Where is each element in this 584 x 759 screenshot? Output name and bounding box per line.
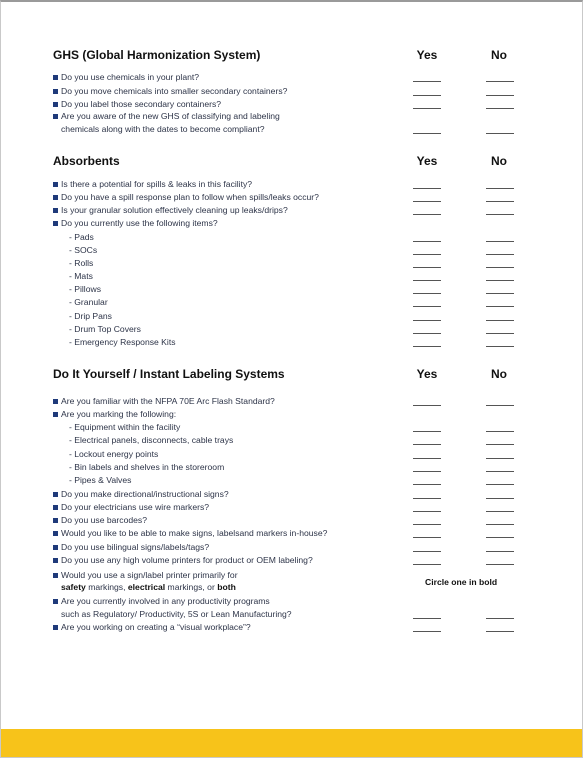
circle-one-note: Circle one in bold bbox=[425, 577, 498, 587]
yes-column-header: Yes bbox=[416, 367, 438, 381]
no-answer-blank[interactable] bbox=[486, 133, 514, 134]
bullet-icon bbox=[53, 531, 58, 536]
no-answer-blank[interactable] bbox=[486, 320, 514, 321]
yes-answer-blank[interactable] bbox=[413, 254, 441, 255]
bullet-icon bbox=[53, 89, 58, 94]
bullet-icon bbox=[53, 599, 58, 604]
no-answer-blank[interactable] bbox=[486, 564, 514, 565]
no-answer-blank[interactable] bbox=[486, 631, 514, 632]
bullet-icon bbox=[53, 399, 58, 404]
no-answer-blank[interactable] bbox=[486, 484, 514, 485]
no-answer-blank[interactable] bbox=[486, 95, 514, 96]
sub-item-text: - Mats bbox=[69, 271, 93, 281]
yes-answer-blank[interactable] bbox=[413, 280, 441, 281]
sub-item-text: - Electrical panels, disconnects, cable trays bbox=[69, 435, 234, 445]
no-answer-blank[interactable] bbox=[486, 254, 514, 255]
no-answer-blank[interactable] bbox=[486, 537, 514, 538]
no-answer-blank[interactable] bbox=[486, 333, 514, 334]
question-text bbox=[61, 582, 236, 592]
no-answer-blank[interactable] bbox=[486, 214, 514, 215]
question-text: Do you use bilingual signs/labels/tags? bbox=[61, 542, 210, 552]
yes-answer-blank[interactable] bbox=[413, 241, 441, 242]
option-connector: markings, or bbox=[165, 582, 218, 592]
question-text: Do you use chemicals in your plant? bbox=[61, 72, 200, 82]
yes-answer-blank[interactable] bbox=[413, 484, 441, 485]
no-answer-blank[interactable] bbox=[486, 431, 514, 432]
bullet-icon bbox=[53, 545, 58, 550]
sub-item-text: - Equipment within the facility bbox=[69, 422, 181, 432]
no-answer-blank[interactable] bbox=[486, 267, 514, 268]
question-text: Do you make directional/instructional signs? bbox=[61, 489, 229, 499]
yes-answer-blank[interactable] bbox=[413, 498, 441, 499]
question-text: Are you working on creating a “visual workplace”? bbox=[61, 622, 251, 632]
section-title: Do It Yourself / Instant Labeling Systems bbox=[53, 367, 285, 381]
question-text: Do your electricians use wire markers? bbox=[61, 502, 210, 512]
sub-item-text: - Pillows bbox=[69, 284, 101, 294]
yes-answer-blank[interactable] bbox=[413, 524, 441, 525]
section-title: GHS (Global Harmonization System) bbox=[53, 48, 261, 62]
no-answer-blank[interactable] bbox=[486, 306, 514, 307]
no-answer-blank[interactable] bbox=[486, 444, 514, 445]
no-answer-blank[interactable] bbox=[486, 618, 514, 619]
yes-answer-blank[interactable] bbox=[413, 95, 441, 96]
yes-column-header: Yes bbox=[416, 48, 438, 62]
bullet-icon bbox=[53, 75, 58, 80]
no-answer-blank[interactable] bbox=[486, 471, 514, 472]
no-column-header: No bbox=[491, 154, 507, 168]
yes-answer-blank[interactable] bbox=[413, 551, 441, 552]
yes-answer-blank[interactable] bbox=[413, 81, 441, 82]
sub-item-text: - Granular bbox=[69, 297, 108, 307]
question-text: Do you currently use the following items? bbox=[61, 218, 218, 228]
yes-answer-blank[interactable] bbox=[413, 444, 441, 445]
no-answer-blank[interactable] bbox=[486, 108, 514, 109]
question-text: Do you have a spill response plan to follow when spills/leaks occur? bbox=[61, 192, 319, 202]
no-column-header: No bbox=[491, 367, 507, 381]
bullet-icon bbox=[53, 625, 58, 630]
no-answer-blank[interactable] bbox=[486, 293, 514, 294]
yes-column-header: Yes bbox=[416, 154, 438, 168]
no-answer-blank[interactable] bbox=[486, 498, 514, 499]
no-answer-blank[interactable] bbox=[486, 551, 514, 552]
bullet-icon bbox=[53, 573, 58, 578]
yes-answer-blank[interactable] bbox=[413, 293, 441, 294]
bullet-icon bbox=[53, 505, 58, 510]
bullet-icon bbox=[53, 412, 58, 417]
sub-item-text: - Rolls bbox=[69, 258, 94, 268]
sub-item-text: - Bin labels and shelves in the storeroom bbox=[69, 462, 225, 472]
bullet-icon bbox=[53, 114, 58, 119]
yes-answer-blank[interactable] bbox=[413, 631, 441, 632]
bullet-icon bbox=[53, 492, 58, 497]
bullet-icon bbox=[53, 102, 58, 107]
no-answer-blank[interactable] bbox=[486, 81, 514, 82]
yes-answer-blank[interactable] bbox=[413, 201, 441, 202]
question-text: Are you aware of the new GHS of classifying and labeling bbox=[61, 111, 280, 121]
yes-answer-blank[interactable] bbox=[413, 511, 441, 512]
question-text: Would you use a sign/label printer primarily for bbox=[61, 570, 238, 580]
question-text: Is your granular solution effectively cleaning up leaks/drips? bbox=[61, 205, 288, 215]
bullet-icon bbox=[53, 518, 58, 523]
no-answer-blank[interactable] bbox=[486, 458, 514, 459]
bullet-icon bbox=[53, 558, 58, 563]
bullet-icon bbox=[53, 208, 58, 213]
question-text: Is there a potential for spills & leaks in this facility? bbox=[61, 179, 253, 189]
sub-item-text: - Drip Pans bbox=[69, 311, 112, 321]
no-answer-blank[interactable] bbox=[486, 524, 514, 525]
section-title: Absorbents bbox=[53, 154, 120, 168]
question-text: Are you currently involved in any productivity programs bbox=[61, 596, 270, 606]
bullet-icon bbox=[53, 195, 58, 200]
yes-answer-blank[interactable] bbox=[413, 537, 441, 538]
question-text: Are you marking the following: bbox=[61, 409, 177, 419]
question-text: Do you use barcodes? bbox=[61, 515, 147, 525]
yes-answer-blank[interactable] bbox=[413, 346, 441, 347]
sub-item-text: - Drum Top Covers bbox=[69, 324, 141, 334]
question-text: Do you label those secondary containers? bbox=[61, 99, 222, 109]
option-connector: markings, bbox=[85, 582, 128, 592]
yes-answer-blank[interactable] bbox=[413, 458, 441, 459]
no-answer-blank[interactable] bbox=[486, 280, 514, 281]
yes-answer-blank[interactable] bbox=[413, 320, 441, 321]
yes-answer-blank[interactable] bbox=[413, 333, 441, 334]
no-answer-blank[interactable] bbox=[486, 241, 514, 242]
emphasized-option[interactable]: both bbox=[217, 582, 236, 592]
yes-answer-blank[interactable] bbox=[413, 188, 441, 189]
no-answer-blank[interactable] bbox=[486, 346, 514, 347]
yes-answer-blank[interactable] bbox=[413, 108, 441, 109]
yes-answer-blank[interactable] bbox=[413, 133, 441, 134]
bullet-icon bbox=[53, 221, 58, 226]
question-text: such as Regulatory/ Productivity, 5S or Lean Manufacturing? bbox=[61, 609, 292, 619]
yes-answer-blank[interactable] bbox=[413, 267, 441, 268]
no-answer-blank[interactable] bbox=[486, 511, 514, 512]
sub-item-text: - Emergency Response Kits bbox=[69, 337, 176, 347]
yes-answer-blank[interactable] bbox=[413, 618, 441, 619]
yes-answer-blank[interactable] bbox=[413, 306, 441, 307]
sub-item-text: - Pipes & Valves bbox=[69, 475, 132, 485]
emphasized-option[interactable]: safety bbox=[61, 582, 86, 592]
footer-band bbox=[1, 729, 582, 757]
yes-answer-blank[interactable] bbox=[413, 214, 441, 215]
yes-answer-blank[interactable] bbox=[413, 431, 441, 432]
no-answer-blank[interactable] bbox=[486, 188, 514, 189]
yes-answer-blank[interactable] bbox=[413, 405, 441, 406]
question-text: Would you like to be able to make signs, labelsand markers in-house? bbox=[61, 528, 328, 538]
emphasized-option[interactable]: electrical bbox=[127, 582, 166, 592]
sub-item-text: - Lockout energy points bbox=[69, 449, 159, 459]
sub-item-text: - Pads bbox=[69, 232, 94, 242]
no-answer-blank[interactable] bbox=[486, 405, 514, 406]
question-text: chemicals along with the dates to become compliant? bbox=[61, 124, 265, 134]
yes-answer-blank[interactable] bbox=[413, 471, 441, 472]
question-text: Do you move chemicals into smaller secondary containers? bbox=[61, 86, 288, 96]
bullet-icon bbox=[53, 182, 58, 187]
sub-item-text: - SOCs bbox=[69, 245, 98, 255]
no-answer-blank[interactable] bbox=[486, 201, 514, 202]
yes-answer-blank[interactable] bbox=[413, 564, 441, 565]
no-column-header: No bbox=[491, 48, 507, 62]
question-text: Do you use any high volume printers for product or OEM labeling? bbox=[61, 555, 313, 565]
question-text: Are you familiar with the NFPA 70E Arc Flash Standard? bbox=[61, 396, 275, 406]
